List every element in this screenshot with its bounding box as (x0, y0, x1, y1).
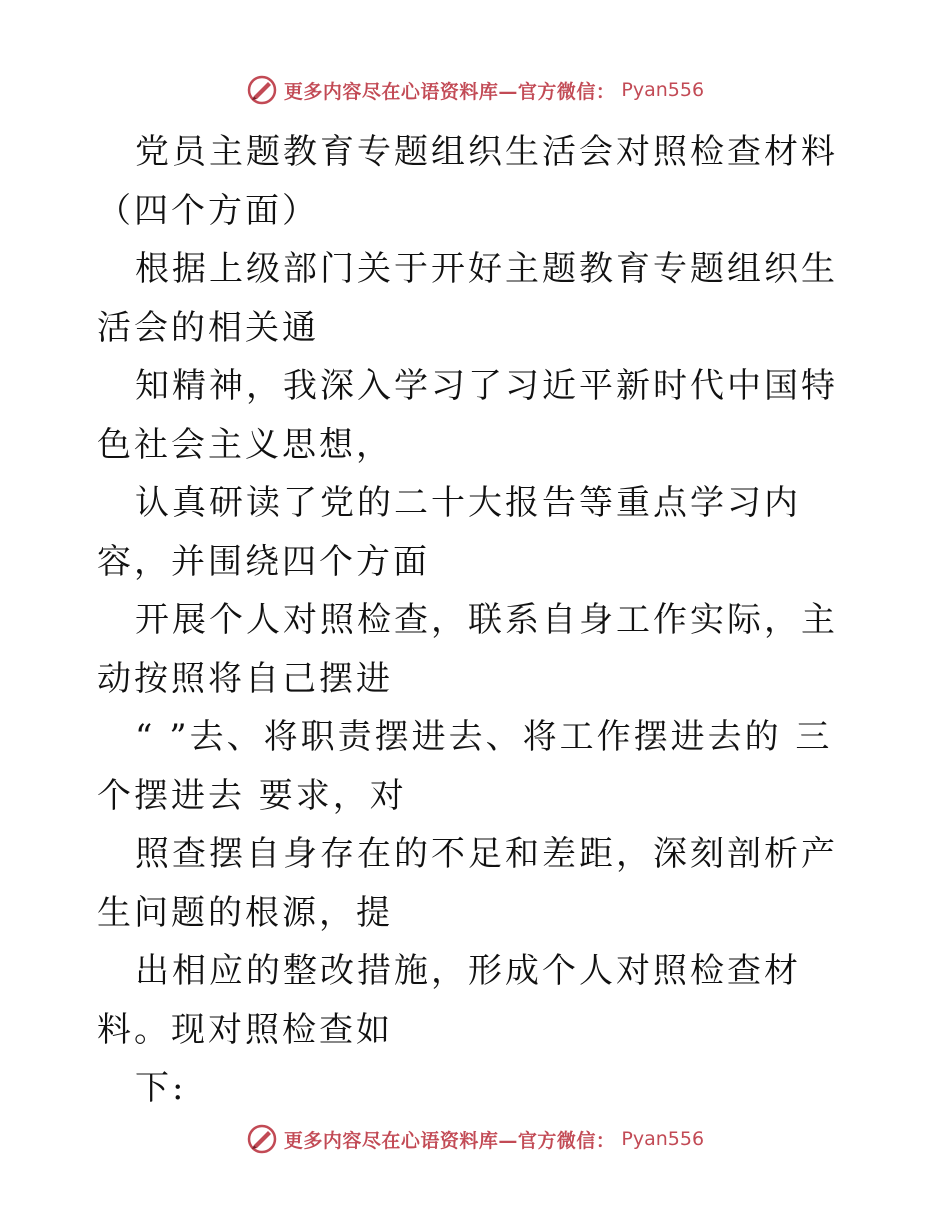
paragraph: 出相应的整改措施，形成个人对照检查材料。现对照检查如 (97, 951, 801, 1050)
paragraph: 照查摆自身存在的不足和差距，深刻剖析产生问题的根源，提 (97, 834, 838, 933)
footer-banner-text: 更多内容尽在心语资料库—官方微信： (283, 1129, 616, 1152)
paragraph: 知精神，我深入学习了习近平新时代中国特色社会主义思想， (97, 366, 838, 465)
pen-circle-logo-icon (246, 1123, 278, 1155)
header-banner-inner (246, 74, 704, 106)
paragraph: 认真研读了党的二十大报告等重点学习内容，并围绕四个方面 (97, 483, 801, 582)
header-banner-text: 更多内容尽在心语资料库—官方微信： (283, 80, 616, 103)
paragraph: 开展个人对照检查，联系自身工作实际，主动按照将自己摆进 (97, 600, 838, 699)
document-body (97, 123, 857, 1118)
header-banner-wechat-id: Pyan556 (621, 79, 705, 101)
pen-circle-logo-icon (246, 74, 278, 106)
footer-banner-inner (246, 1123, 704, 1155)
paragraph: “ ”去、将职责摆进去、将工作摆进去的 三个摆进去 要求，对 (97, 717, 833, 816)
footer-banner-wechat-id: Pyan556 (621, 1128, 705, 1150)
header-banner (0, 70, 950, 110)
document-title: 党员主题教育专题组织生活会对照检查材料（四个方面） (97, 132, 838, 231)
paragraph: 根据上级部门关于开好主题教育专题组织生活会的相关通 (97, 249, 838, 348)
paragraph: 下: (135, 1068, 187, 1108)
footer-banner (0, 1119, 950, 1159)
